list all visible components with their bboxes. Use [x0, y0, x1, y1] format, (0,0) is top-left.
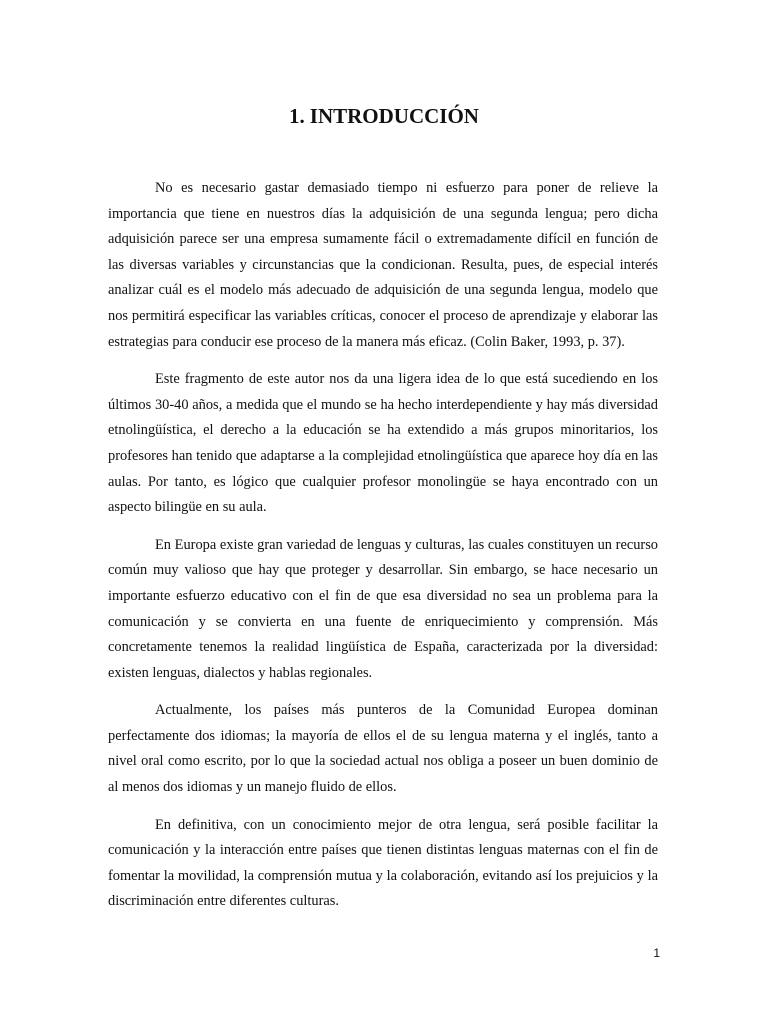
section-heading — [0, 98, 768, 134]
paragraph-2: Este fragmento de este autor nos da una ligera idea de lo que está sucediendo en los últimos 30-40 años, a medida que el mundo se ha hecho interdependiente y hay más diversidad etnolingüística, el derecho a la educación se ha extendido a más grupos minoritarios, los profesores han tenido que adaptarse a la complejidad etnolingüística que aparece hoy día en las aulas. Por tanto, es lógico que cualquier profesor monolingüe se haya encontrado con un aspecto bilingüe en su aula. — [108, 371, 658, 516]
paragraph-1: No es necesario gastar demasiado tiempo ni esfuerzo para poner de relieve la importancia que tiene en nuestros días la adquisición de una segunda lengua; pero dicha adquisición parece ser una empresa sumamente fácil o extremadamente difícil en función de las diversas variables y circunstancias que la condicionan. Resulta, pues, de especial interés analizar cuál es el modelo más adecuado de adquisición de una segunda lengua, modelo que nos permitirá especificar las variables críticas, conocer el proceso de aprendizaje y elaborar las estrategias para conducir ese proceso de la manera más eficaz. (Colin Baker, 1993, p. 37). — [108, 180, 658, 350]
section-number: 1. — [289, 104, 305, 128]
paragraph-3: En Europa existe gran variedad de lenguas y culturas, las cuales constituyen un recurso común muy valioso que hay que proteger y desarrollar. Sin embargo, se hace necesario un importante esfuerzo educativo con el fin de que esa diversidad no sea un problema para la comunicación y se convierta en una fuente de enriquecimiento y comprensión. Más concretamente tenemos la realidad lingüística de España, caracterizada por la diversidad: existen lenguas, dialectos y hablas regionales. — [108, 536, 658, 681]
page-number: 1 — [653, 946, 660, 960]
paragraph-4: Actualmente, los países más punteros de la Comunidad Europea dominan perfectamente dos idiomas; la mayoría de ellos el de su lengua materna y el inglés, tanto a nivel oral como escrito, por lo que la sociedad actual nos obliga a poseer un buen dominio de al menos dos idiomas y un manejo fluido de ellos. — [108, 702, 658, 796]
paragraph-5: En definitiva, con un conocimiento mejor de otra lengua, será posible facilitar la comunicación y la interacción entre países que tienen distintas lenguas maternas con el fin de fomentar la movilidad, la comprensión mutua y la colaboración, evitando así los prejuicios y la discriminación entre diferentes culturas. — [108, 816, 658, 910]
body-text — [108, 176, 658, 927]
section-title: INTRODUCCIÓN — [309, 104, 479, 128]
